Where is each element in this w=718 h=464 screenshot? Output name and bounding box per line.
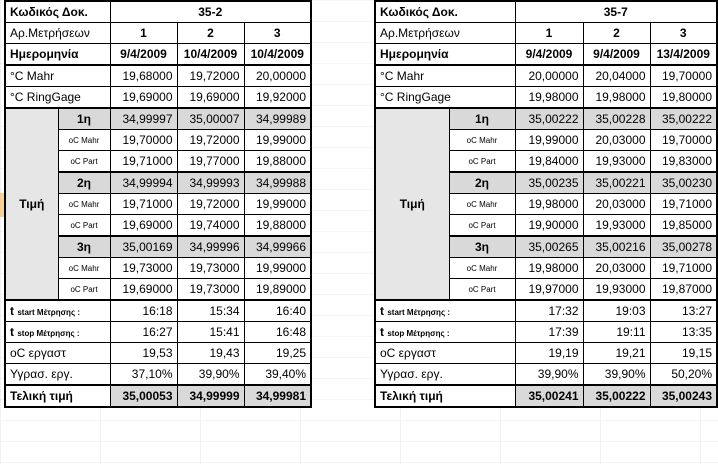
mahr-cell[interactable]: 20,00000 xyxy=(515,65,583,87)
sub-part-cell[interactable]: 19,83000 xyxy=(650,151,717,173)
date-label[interactable]: Ημερομηνία xyxy=(5,44,110,66)
measurement-table-left xyxy=(4,0,312,408)
value-cell[interactable]: 34,99994 xyxy=(110,172,177,194)
sub-mahr-label[interactable]: oC Mahr xyxy=(449,194,515,215)
sub-mahr-cell[interactable]: 20,03000 xyxy=(583,194,650,215)
sub-part-cell[interactable]: 19,89000 xyxy=(244,279,311,301)
t-start-cell[interactable]: 16:40 xyxy=(244,300,311,322)
value-cell[interactable]: 35,00278 xyxy=(650,236,717,258)
date-cell[interactable]: 10/4/2009 xyxy=(177,44,244,66)
measurement-number[interactable]: 1 xyxy=(515,23,583,44)
sub-part-cell[interactable]: 19,69000 xyxy=(110,215,177,237)
date-cell[interactable]: 13/4/2009 xyxy=(650,44,717,66)
sub-mahr-cell[interactable]: 19,99000 xyxy=(515,130,583,151)
value-cell[interactable]: 35,00230 xyxy=(650,172,717,194)
sub-mahr-cell[interactable]: 19,71000 xyxy=(650,194,717,215)
mahr-cell[interactable]: 19,72000 xyxy=(177,65,244,87)
code-label[interactable]: Κωδικός Δοκ. xyxy=(375,1,515,23)
t-start-cell[interactable]: 16:18 xyxy=(110,300,177,322)
value-label[interactable]: Τιμή xyxy=(5,108,58,300)
value-label[interactable]: Τιμή xyxy=(375,108,449,300)
measurement-number[interactable]: 3 xyxy=(244,23,311,44)
sub-part-label[interactable]: oC Part xyxy=(58,279,110,301)
ringgage-cell[interactable]: 19,69000 xyxy=(177,87,244,109)
code-value[interactable]: 35-2 xyxy=(110,1,311,23)
work-temp-cell[interactable]: 19,21 xyxy=(583,343,650,364)
group-label[interactable]: 1η xyxy=(449,108,515,130)
t-stop-label[interactable]: t stop Μέτρησης : xyxy=(375,322,515,343)
sub-mahr-label[interactable]: oC Mahr xyxy=(58,194,110,215)
work-temp-cell[interactable]: 19,19 xyxy=(515,343,583,364)
mahr-label[interactable]: °C Mahr xyxy=(375,65,515,87)
work-temp-cell[interactable]: 19,15 xyxy=(650,343,717,364)
sub-part-cell[interactable]: 19,93000 xyxy=(583,151,650,173)
value-cell[interactable]: 35,00235 xyxy=(515,172,583,194)
sub-mahr-cell[interactable]: 19,70000 xyxy=(650,130,717,151)
sub-mahr-cell[interactable]: 19,72000 xyxy=(177,194,244,215)
group-label[interactable]: 2η xyxy=(449,172,515,194)
ringgage-cell[interactable]: 19,80000 xyxy=(650,87,717,109)
measurements-label[interactable]: Αρ.Μετρήσεων xyxy=(375,23,515,44)
sub-part-label[interactable]: oC Part xyxy=(58,151,110,173)
sub-mahr-label[interactable]: oC Mahr xyxy=(58,258,110,279)
final-value-cell[interactable]: 35,00243 xyxy=(650,385,717,407)
t-stop-cell[interactable]: 13:35 xyxy=(650,322,717,343)
ringgage-cell[interactable]: 19,98000 xyxy=(583,87,650,109)
value-cell[interactable]: 35,00169 xyxy=(110,236,177,258)
code-value[interactable]: 35-7 xyxy=(515,1,717,23)
sub-part-cell[interactable]: 19,93000 xyxy=(583,279,650,301)
sub-part-cell[interactable]: 19,69000 xyxy=(110,279,177,301)
value-cell[interactable]: 35,00222 xyxy=(650,108,717,130)
final-value-cell[interactable]: 34,99981 xyxy=(244,385,311,407)
sub-part-cell[interactable]: 19,74000 xyxy=(177,215,244,237)
value-cell[interactable]: 35,00265 xyxy=(515,236,583,258)
date-cell[interactable]: 9/4/2009 xyxy=(110,44,177,66)
value-cell[interactable]: 34,99993 xyxy=(177,172,244,194)
t-stop-cell[interactable]: 16:27 xyxy=(110,322,177,343)
ringgage-label[interactable]: °C RingGage xyxy=(5,87,110,109)
work-temp-label[interactable]: oC εργαστ xyxy=(5,343,110,364)
sub-mahr-cell[interactable]: 20,03000 xyxy=(583,130,650,151)
sub-part-cell[interactable]: 19,90000 xyxy=(515,215,583,237)
final-value-cell[interactable]: 35,00053 xyxy=(110,385,177,407)
date-cell[interactable]: 9/4/2009 xyxy=(583,44,650,66)
measurement-number[interactable]: 2 xyxy=(177,23,244,44)
sub-mahr-cell[interactable]: 19,99000 xyxy=(244,130,311,151)
ringgage-cell[interactable]: 19,98000 xyxy=(515,87,583,109)
value-cell[interactable]: 35,00007 xyxy=(177,108,244,130)
mahr-cell[interactable]: 20,04000 xyxy=(583,65,650,87)
mahr-cell[interactable]: 20,00000 xyxy=(244,65,311,87)
sub-part-label[interactable]: oC Part xyxy=(449,215,515,237)
work-temp-label[interactable]: oC εργαστ xyxy=(375,343,515,364)
sub-part-cell[interactable]: 19,93000 xyxy=(583,215,650,237)
humidity-label[interactable]: Υγρασ. εργ. xyxy=(375,364,515,386)
value-cell[interactable]: 34,99989 xyxy=(244,108,311,130)
value-cell[interactable]: 34,99966 xyxy=(244,236,311,258)
humidity-cell[interactable]: 39,40% xyxy=(244,364,311,386)
sub-part-label[interactable]: oC Part xyxy=(449,151,515,173)
group-label[interactable]: 3η xyxy=(449,236,515,258)
date-label[interactable]: Ημερομηνία xyxy=(375,44,515,66)
value-cell[interactable]: 34,99996 xyxy=(177,236,244,258)
sub-mahr-label[interactable]: oC Mahr xyxy=(58,130,110,151)
t-stop-cell[interactable]: 16:48 xyxy=(244,322,311,343)
measurement-number[interactable]: 2 xyxy=(583,23,650,44)
final-value-cell[interactable]: 35,00222 xyxy=(583,385,650,407)
work-temp-cell[interactable]: 19,53 xyxy=(110,343,177,364)
t-start-cell[interactable]: 13:27 xyxy=(650,300,717,322)
group-label[interactable]: 1η xyxy=(58,108,110,130)
sub-mahr-cell[interactable]: 19,73000 xyxy=(110,258,177,279)
sub-part-cell[interactable]: 19,84000 xyxy=(515,151,583,173)
t-stop-cell[interactable]: 15:41 xyxy=(177,322,244,343)
sub-mahr-cell[interactable]: 19,72000 xyxy=(177,130,244,151)
sub-part-cell[interactable]: 19,73000 xyxy=(177,279,244,301)
ringgage-label[interactable]: °C RingGage xyxy=(375,87,515,109)
t-stop-cell[interactable]: 19:11 xyxy=(583,322,650,343)
date-cell[interactable]: 10/4/2009 xyxy=(244,44,311,66)
t-start-cell[interactable]: 19:03 xyxy=(583,300,650,322)
sub-mahr-cell[interactable]: 19,73000 xyxy=(177,258,244,279)
sub-mahr-label[interactable]: oC Mahr xyxy=(449,130,515,151)
humidity-cell[interactable]: 50,20% xyxy=(650,364,717,386)
value-cell[interactable]: 35,00216 xyxy=(583,236,650,258)
work-temp-cell[interactable]: 19,43 xyxy=(177,343,244,364)
final-value-cell[interactable]: 34,99999 xyxy=(177,385,244,407)
date-cell[interactable]: 9/4/2009 xyxy=(515,44,583,66)
sub-mahr-cell[interactable]: 20,03000 xyxy=(583,258,650,279)
humidity-cell[interactable]: 39,90% xyxy=(177,364,244,386)
sub-part-label[interactable]: oC Part xyxy=(58,215,110,237)
value-cell[interactable]: 35,00228 xyxy=(583,108,650,130)
humidity-label[interactable]: Υγρασ. εργ. xyxy=(5,364,110,386)
measurement-table-right xyxy=(374,0,718,408)
t-start-label[interactable]: t start Μέτρησης : xyxy=(375,300,515,322)
sub-mahr-cell[interactable]: 19,71000 xyxy=(650,258,717,279)
group-label[interactable]: 3η xyxy=(58,236,110,258)
humidity-cell[interactable]: 37,10% xyxy=(110,364,177,386)
sub-part-cell[interactable]: 19,97000 xyxy=(515,279,583,301)
sub-mahr-cell[interactable]: 19,98000 xyxy=(515,258,583,279)
value-cell[interactable]: 35,00221 xyxy=(583,172,650,194)
final-value-label[interactable]: Τελική τιμή xyxy=(5,385,110,407)
code-label[interactable]: Κωδικός Δοκ. xyxy=(5,1,110,23)
sub-mahr-cell[interactable]: 19,70000 xyxy=(110,130,177,151)
humidity-cell[interactable]: 39,90% xyxy=(515,364,583,386)
sub-part-label[interactable]: oC Part xyxy=(449,279,515,301)
mahr-cell[interactable]: 19,68000 xyxy=(110,65,177,87)
final-value-cell[interactable]: 35,00241 xyxy=(515,385,583,407)
t-stop-cell[interactable]: 17:39 xyxy=(515,322,583,343)
humidity-cell[interactable]: 39,90% xyxy=(583,364,650,386)
measurement-number[interactable]: 1 xyxy=(110,23,177,44)
value-cell[interactable]: 35,00222 xyxy=(515,108,583,130)
work-temp-cell[interactable]: 19,25 xyxy=(244,343,311,364)
measurement-number[interactable]: 3 xyxy=(650,23,717,44)
t-stop-label[interactable]: t stop Μέτρησης : xyxy=(5,322,110,343)
final-value-label[interactable]: Τελική τιμή xyxy=(375,385,515,407)
ringgage-cell[interactable]: 19,69000 xyxy=(110,87,177,109)
sub-mahr-cell[interactable]: 19,98000 xyxy=(515,194,583,215)
sub-mahr-cell[interactable]: 19,99000 xyxy=(244,194,311,215)
sub-part-cell[interactable]: 19,71000 xyxy=(110,151,177,173)
sub-part-cell[interactable]: 19,87000 xyxy=(650,279,717,301)
mahr-cell[interactable]: 19,70000 xyxy=(650,65,717,87)
mahr-label[interactable]: °C Mahr xyxy=(5,65,110,87)
measurements-label[interactable]: Αρ.Μετρήσεων xyxy=(5,23,110,44)
sub-mahr-cell[interactable]: 19,71000 xyxy=(110,194,177,215)
value-cell[interactable]: 34,99988 xyxy=(244,172,311,194)
group-label[interactable]: 2η xyxy=(58,172,110,194)
ringgage-cell[interactable]: 19,92000 xyxy=(244,87,311,109)
sub-part-cell[interactable]: 19,77000 xyxy=(177,151,244,173)
sub-mahr-label[interactable]: oC Mahr xyxy=(449,258,515,279)
t-start-cell[interactable]: 15:34 xyxy=(177,300,244,322)
sub-part-cell[interactable]: 19,85000 xyxy=(650,215,717,237)
value-cell[interactable]: 34,99997 xyxy=(110,108,177,130)
t-start-cell[interactable]: 17:32 xyxy=(515,300,583,322)
sub-mahr-cell[interactable]: 19,99000 xyxy=(244,258,311,279)
sub-part-cell[interactable]: 19,88000 xyxy=(244,151,311,173)
t-start-label[interactable]: t start Μέτρησης : xyxy=(5,300,110,322)
sub-part-cell[interactable]: 19,88000 xyxy=(244,215,311,237)
